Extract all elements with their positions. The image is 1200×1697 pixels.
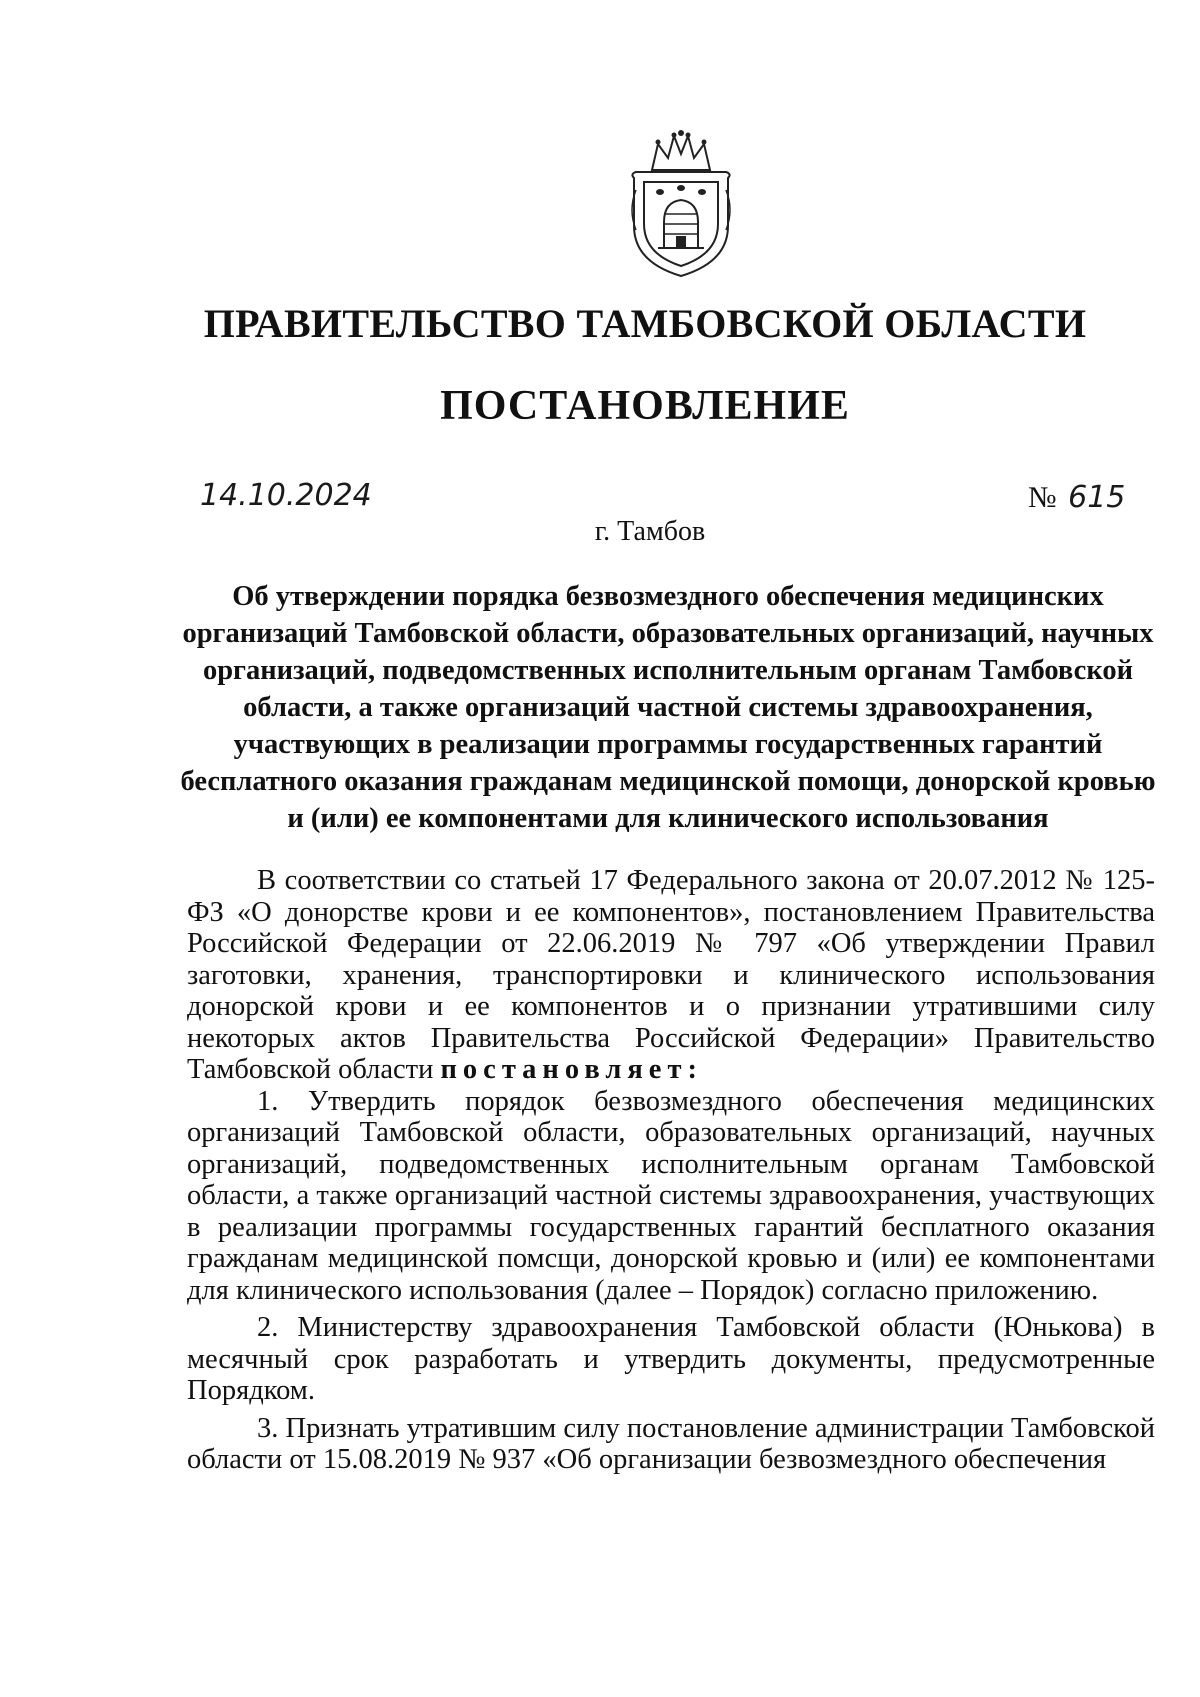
city: г. Тамбов [594,516,706,547]
number-sign: № [1028,481,1057,514]
document-date: 14.10.2024 [200,478,372,513]
preamble-paragraph [187,865,1155,1086]
number-value: 615 [1068,480,1126,515]
document-title: Об утверждении порядка безвозмездного обеспечения медицинских организаций Тамбовской области, образовательных организаций, научных организаций, подведомственных исполнительным органам Тамбовской области, а также организаций частной системы здравоохранения, участвующих в реализации программы государственных гарантий бесплатного оказания гражданам медицинской помощи, донорской кровью и (или) ее компонентами для клинического использования [180,581,1156,834]
item-3-paragraph: 3. Признать утратившим силу постановление администрации Тамбовской области от 15.08.2019 № 937 «Об организации безвозмездного обеспечения [187,1412,1156,1475]
organization-name: ПРАВИТЕЛЬСТВО ТАМБОВСКОЙ ОБЛАСТИ [203,301,1087,346]
tambov-coat-of-arms-icon [622,130,740,278]
item-1-paragraph: 1. Утвердить порядок безвозмездного обеспечения медицинских организаций Тамбовской области, образовательных организаций, научных организаций, подведомственных исполнительным органам Тамбовской области, а также организаций частной системы здравоохранения, участвующих в реализации программы государственных гарантий бесплатного оказания гражданам медицинской помсщи, донорской кровью и (или) ее компонентами для клинического использования (далее – Порядок) согласно приложению. [187,1085,1155,1306]
item-2-paragraph: 2. Министерству здравоохранения Тамбовской области (Юнькова) в месячный срок разработать и утвердить документы, предусмотренные Порядком. [187,1312,1155,1406]
decree-word: постановляет: [440,1054,703,1085]
document-type: ПОСТАНОВЛЕНИЕ [440,383,850,429]
preamble-text: В соответствии со статьей 17 Федерального закона от 20.07.2012 № 125-ФЗ «О донорстве крови и ее компонентов», постановлением Правительства Российской Федерации от 22.06.2019 № 797 «Об утверждении Правил заготовки, хранения, транспортировки и клинического использования донорской крови и ее компонентов и о признании утратившими силу некоторых актов Правительства Российской Федерации» Правительство Тамбовской области [187,865,1155,1085]
document-body [187,865,1155,1476]
document-number [1028,480,1125,515]
